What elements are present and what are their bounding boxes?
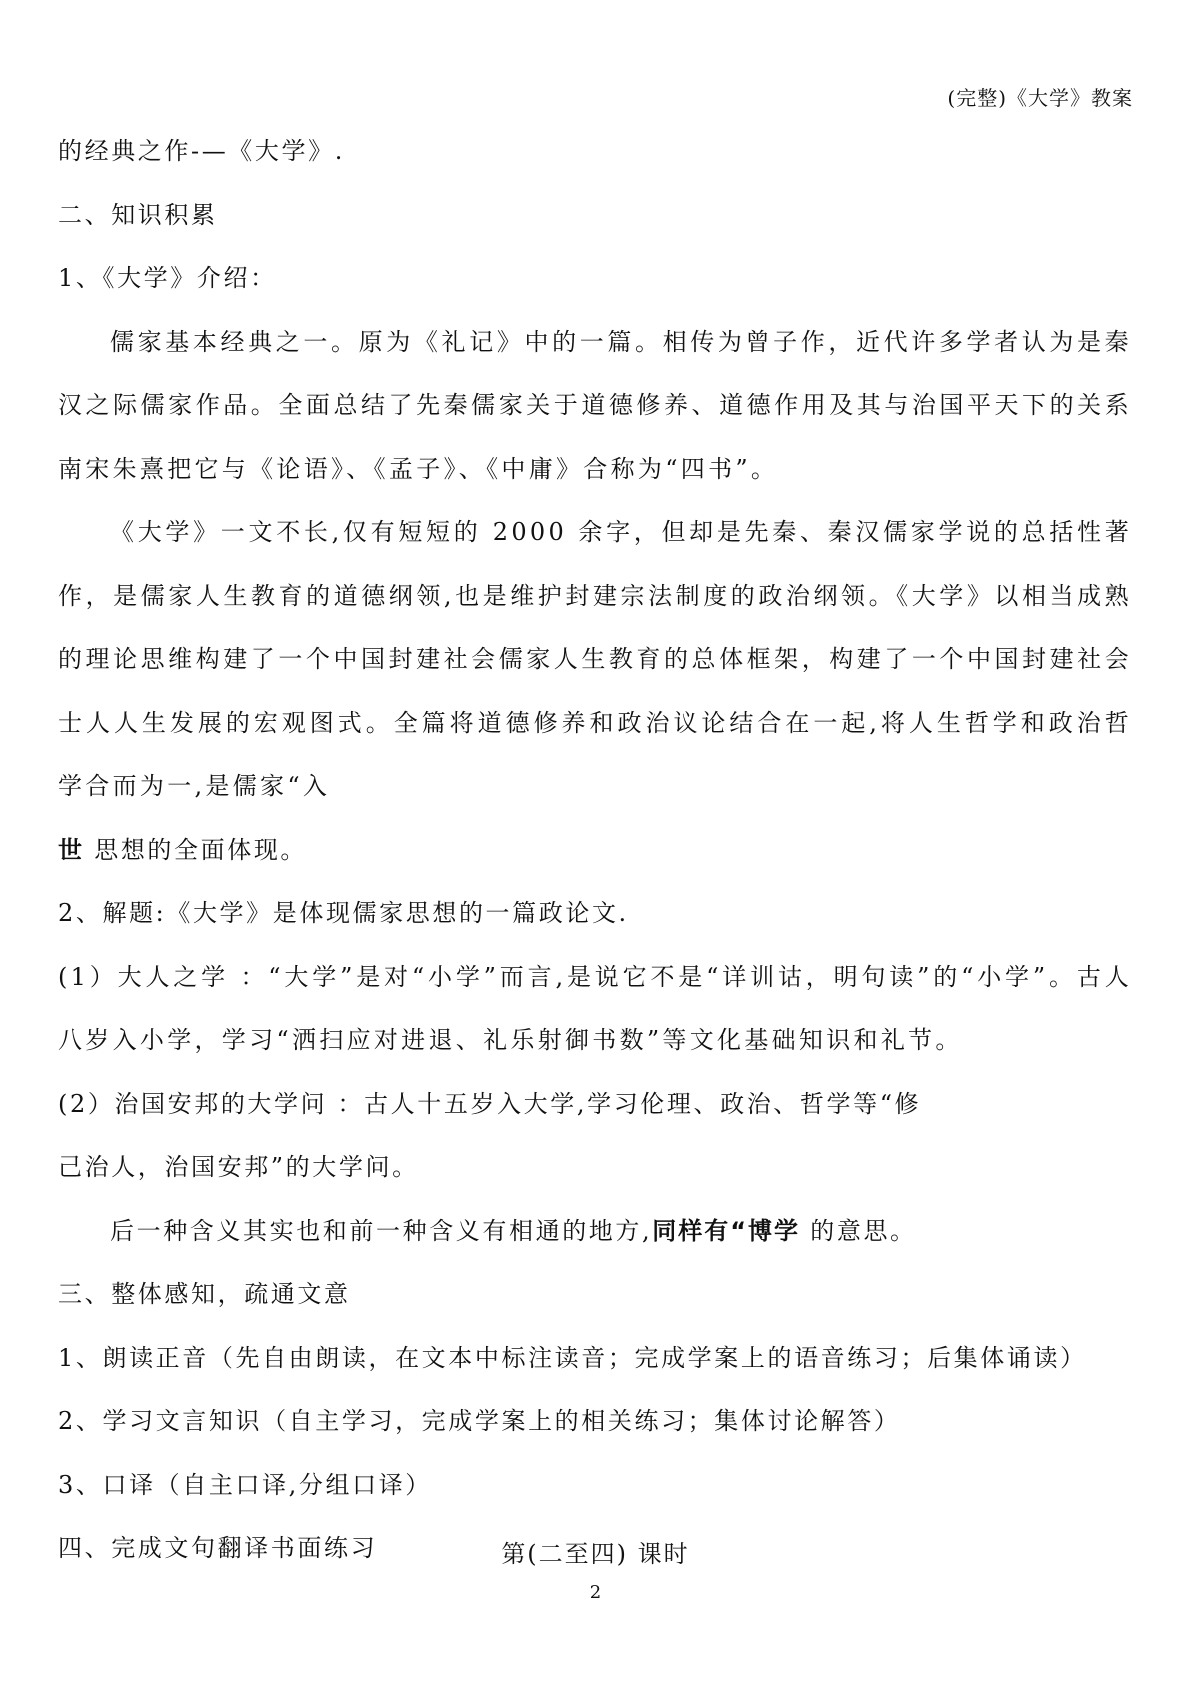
page-number: 2 [589, 1582, 602, 1603]
item-heading-daxue-intro: 1、《大学》介绍： [58, 264, 277, 292]
step-reading-pronunciation: 1、朗读正音（先自由朗读，在文本中标注读音；完成学案上的语音练习；后集体诵读） [58, 1343, 1087, 1372]
step-oral-translation: 3、口译（自主口译,分组口译） [58, 1470, 432, 1499]
sub-item-great-person-learning: (1）大人之学 ：“大学”是对“小学”而言,是说它不是“详训诂，明句读”的“小学”。古人八岁入小学，学习“洒扫应对进退、礼乐射御书数”等文化基础知识和礼节。 [58, 962, 1132, 1054]
paragraph-text: 的意思。 [800, 1216, 917, 1245]
sub-item-governance-learning-cont: 己治人，治国安邦”的大学问。 [58, 1153, 419, 1181]
page-header-title: (完整)《大学》教案 [947, 86, 1133, 110]
paragraph-text: 思想的全面体现。 [84, 835, 308, 864]
paragraph-daxue-origin: 儒家基本经典之一。原为《礼记》中的一篇。相传为曾子作，近代许多学者认为是秦汉之际儒家作品。全面总结了先秦儒家关于道德修养、道德作用及其与治国平天下的关系南宋朱熹把它与《论语》、《孟子》、《中庸》合称为“四书”。 [58, 327, 1132, 483]
sub-item-governance-learning: (2）治国安邦的大学问 ：古人十五岁入大学,学习伦理、政治、哲学等“修 [58, 1089, 922, 1118]
section-heading-overall-perception: 三、整体感知，疏通文意 [58, 1280, 351, 1308]
lesson-title: 第(二至四) 课时 [501, 1540, 690, 1568]
paragraph-meaning-relation [58, 1200, 1132, 1264]
step-classical-knowledge: 2、学习文言知识（自主学习，完成学案上的相关练习；集体讨论解答） [58, 1407, 901, 1435]
paragraph-daxue-summary-end [58, 819, 1132, 883]
paragraph-text: 《大学》一文不长,仅有短短的 2000 余字，但却是先秦、秦汉儒家学说的总括性著作，是儒家人生教育的道德纲领,也是维护封建宗法制度的政治纲领。《大学》以相当成熟的理论思维构建了一个中国封建社会儒家人生教育的总体框架，构建了一个中国封建社会士人人生发展的宏观图式。全篇将道德修养和政治议论结合在一起,将人生哲学和政治哲学合而为一,是儒家“入 [58, 518, 1132, 800]
item-heading-title-explanation: 2、解题:《大学》是体现儒家思想的一篇政论文. [58, 899, 629, 927]
section-heading-written-practice: 四、完成文句翻译书面练习 [58, 1534, 378, 1562]
paragraph-text: 后一种含义其实也和前一种含义有相通的地方, [110, 1216, 653, 1245]
document-body [58, 120, 1132, 1581]
paragraph-daxue-summary [58, 501, 1132, 819]
bold-text: 世 [58, 835, 84, 864]
continued-line: 的经典之作-—《大学》. [58, 137, 345, 165]
section-heading-knowledge: 二、知识积累 [58, 200, 218, 229]
bold-text: 同样有“博学 [652, 1216, 801, 1245]
